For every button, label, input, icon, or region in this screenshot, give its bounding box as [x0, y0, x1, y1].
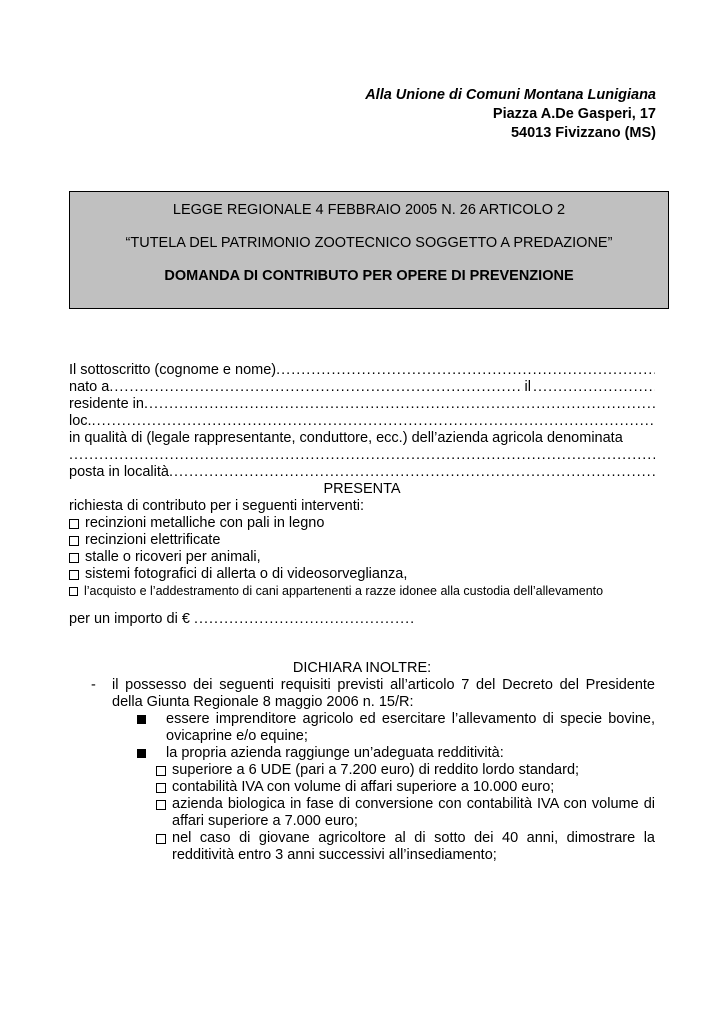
amount-field[interactable]: ............................................	[193, 611, 416, 627]
birthplace-field[interactable]	[109, 379, 522, 396]
capacity-line	[69, 430, 655, 447]
sub-option-vat	[69, 779, 655, 796]
location-field[interactable]	[169, 464, 655, 481]
square-bullet-icon	[137, 749, 146, 758]
checkbox-icon[interactable]	[69, 553, 79, 563]
checkbox-icon[interactable]	[156, 783, 166, 793]
loc-label: loc.	[69, 413, 92, 429]
born-label: nato a	[69, 379, 110, 395]
requirements-intro: il possesso dei seguenti requisiti previsti all’articolo 7 del Decreto del Presidente della Giunta Regionale 8 maggio 2006 n. 15/R:	[112, 677, 655, 710]
sub-option-label: nel caso di giovane agricoltore al di sotto dei 40 anni, dimostrare la redditività entro 3 anni successivi all’insediamento;	[172, 830, 655, 863]
option-surveillance	[69, 566, 655, 583]
recipient-city: 54013 Fivizzano (MS)	[510, 125, 656, 141]
loc-field[interactable]	[92, 413, 655, 430]
option-electric-fences	[69, 532, 655, 549]
option-label: l’acquisto e l’addestramento di cani appartenenti a razze idonee alla custodia dell’allevamento	[84, 584, 604, 598]
checkbox-icon[interactable]	[69, 570, 79, 580]
undersigned-label: Il sottoscritto (cognome e nome)	[69, 362, 277, 378]
declaration-section	[69, 660, 655, 864]
option-guard-dogs	[69, 583, 655, 600]
option-label: recinzioni elettrificate	[85, 532, 221, 548]
request-title: DOMANDA DI CONTRIBUTO PER OPERE DI PREVENZIONE	[164, 268, 574, 284]
sub-option-ude	[69, 762, 655, 779]
law-subject: “TUTELA DEL PATRIMONIO ZOOTECNICO SOGGETTO A PREDAZIONE”	[125, 235, 613, 251]
sub-option-label: superiore a 6 UDE (pari a 7.200 euro) di reddito lordo standard;	[172, 762, 580, 778]
checkbox-icon[interactable]	[69, 536, 79, 546]
option-label: recinzioni metalliche con pali in legno	[85, 515, 325, 531]
loc-line	[69, 413, 655, 430]
resident-label: residente in	[69, 396, 144, 412]
requirement-profitability	[69, 745, 655, 762]
dash-marker: -	[91, 677, 96, 693]
capacity-label: in qualità di (legale rappresentante, conduttore, ecc.) dell’azienda agricola denominata	[69, 430, 623, 446]
undersigned-field[interactable]	[276, 362, 655, 379]
title-box	[69, 191, 669, 309]
recipient-street: Piazza A.De Gasperi, 17	[492, 106, 656, 122]
request-intro: richiesta di contributo per i seguenti interventi:	[69, 498, 364, 514]
requirement-label: essere imprenditore agricolo ed esercitare l’allevamento di specie bovine, ovicaprine e/o equine;	[166, 711, 655, 744]
recipient-address	[365, 86, 656, 143]
amount-line	[69, 611, 415, 627]
applicant-form	[69, 362, 655, 600]
option-stables	[69, 549, 655, 566]
date-label: il	[524, 379, 531, 395]
company-name-field[interactable]	[69, 447, 655, 464]
sub-option-young-farmer	[69, 830, 655, 864]
checkbox-icon[interactable]	[156, 834, 166, 844]
square-bullet-icon	[137, 715, 146, 724]
declaration-heading: DICHIARA INOLTRE:	[292, 660, 432, 676]
requirements-item	[69, 677, 655, 711]
sub-option-organic	[69, 796, 655, 830]
sub-option-label: contabilità IVA con volume di affari superiore a 10.000 euro;	[172, 779, 555, 795]
requirement-farmer	[69, 711, 655, 745]
checkbox-icon[interactable]	[69, 519, 79, 529]
sub-option-label: azienda biologica in fase di conversione con contabilità IVA con volume di affari superiore a 7.000 euro;	[172, 796, 655, 829]
residence-field[interactable]	[144, 396, 655, 413]
checkbox-icon[interactable]	[156, 766, 166, 776]
option-metal-fences	[69, 515, 655, 532]
presenta-heading: PRESENTA	[323, 481, 401, 497]
company-name-line	[69, 447, 655, 464]
resident-line	[69, 396, 655, 413]
born-line	[69, 379, 655, 396]
birthdate-field[interactable]	[533, 379, 655, 396]
amount-label: per un importo di €	[69, 611, 194, 627]
location-label: posta in località	[69, 464, 169, 480]
requirement-label: la propria azienda raggiunge un’adeguata redditività:	[166, 745, 504, 761]
checkbox-icon[interactable]	[69, 587, 78, 596]
recipient-name: Alla Unione di Comuni Montana Lunigiana	[365, 87, 656, 103]
checkbox-icon[interactable]	[156, 800, 166, 810]
law-reference: LEGGE REGIONALE 4 FEBBRAIO 2005 N. 26 ARTICOLO 2	[172, 202, 566, 218]
undersigned-line	[69, 362, 655, 379]
option-label: stalle o ricoveri per animali,	[85, 549, 261, 565]
location-line	[69, 464, 655, 481]
option-label: sistemi fotografici di allerta o di videosorveglianza,	[85, 566, 408, 582]
